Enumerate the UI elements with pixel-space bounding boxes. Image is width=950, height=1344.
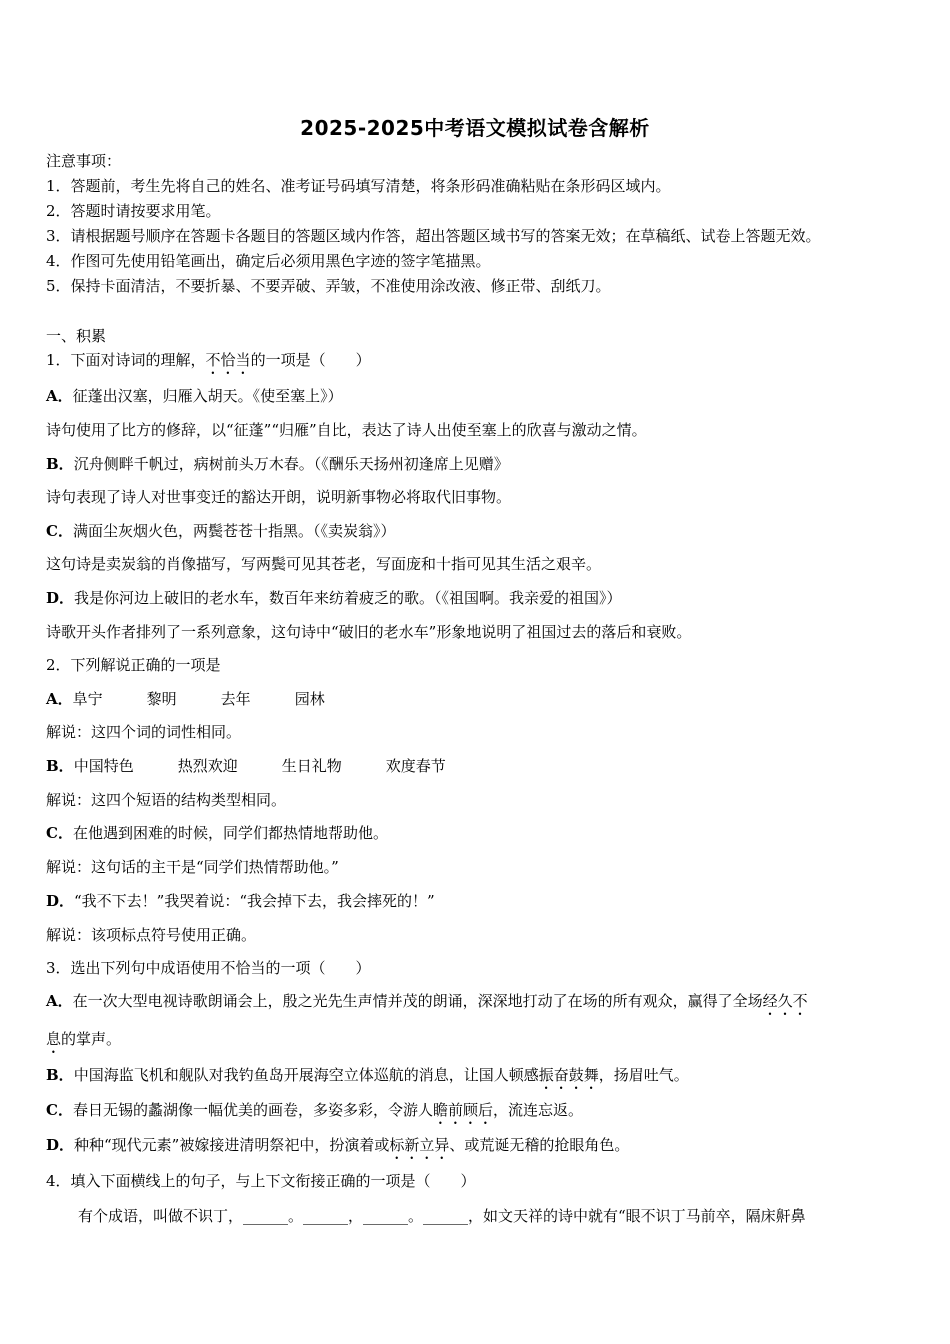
- notice-item: 3．请根据题号顺序在答题卡各题目的答题区域内作答，超出答题区域书写的答案无效；在草稿纸、试卷上答题无效。: [46, 227, 821, 245]
- q3-option-b: B．中国海监飞机和舰队对我钓鱼岛开展海空立体巡航的消息，让国人顿感振奋鼓舞，扬眉吐气。: [46, 1066, 689, 1084]
- q2-option-a-note: 解说：这四个词的词性相同。: [46, 723, 242, 741]
- q2-option-b: B．中国特色 热烈欢迎 生日礼物 欢度春节: [46, 757, 446, 775]
- q1-option-a-note: 诗句使用了比方的修辞，以“征蓬”“归雁”自比，表达了诗人出使至塞上的欣喜与激动之情。: [46, 421, 647, 439]
- question-2-stem: 2．下列解说正确的一项是: [46, 656, 221, 674]
- question-1-stem: 1．下面对诗词的理解，不恰当的一项是（ ）: [46, 351, 371, 369]
- section-heading: 一、积累: [46, 327, 107, 345]
- question-3-stem: 3．选出下列句中成语使用不恰当的一项（ ）: [46, 959, 371, 977]
- q1-option-b-note: 诗句表现了诗人对世事变迁的豁达开朗，说明新事物必将取代旧事物。: [46, 488, 512, 506]
- emphasis-text: 瞻前顾后: [432, 1101, 493, 1119]
- notice-item: 5．保持卡面清洁，不要折暴、不要弄破、弄皱，不准使用涂改液、修正带、刮纸刀。: [46, 277, 611, 295]
- q3-option-d: D．种种“现代元素”被嫁接进清明祭祀中，扮演着或标新立异、或荒诞无稽的抢眼角色。: [46, 1136, 630, 1154]
- emphasis-text: 不恰当: [205, 351, 251, 369]
- notice-item: 4．作图可先使用铅笔画出，确定后必须用黑色字迹的签字笔描黑。: [46, 252, 491, 270]
- q1-option-d-note: 诗歌开头作者排列了一系列意象，这句诗中“破旧的老水车”形象地说明了祖国过去的落后和衰败。: [46, 623, 692, 641]
- q1-option-d: D．我是你河边上破旧的老水车，数百年来纺着疲乏的歌。（《祖国啊。我亲爱的祖国》）: [46, 589, 622, 607]
- q2-option-c-note: 解说：这句话的主干是“同学们热情帮助他。”: [46, 858, 339, 876]
- q3-option-a-cont: 息的掌声。: [46, 1030, 122, 1048]
- q2-option-d-note: 解说：该项标点符号使用正确。: [46, 926, 257, 944]
- q1-option-c-note: 这句诗是卖炭翁的肖像描写，写两鬓可见其苍老，写面庞和十指可见其生活之艰辛。: [46, 555, 602, 573]
- question-4-stem: 4．填入下面横线上的句子，与上下文衔接正确的一项是（ ）: [46, 1172, 476, 1190]
- notice-heading: 注意事项：: [46, 152, 122, 170]
- emphasis-text: 标新立异: [389, 1136, 450, 1154]
- q2-option-c: C．在他遇到困难的时候，同学们都热情地帮助他。: [46, 824, 388, 842]
- q2-option-d: D．“我不下去！”我哭着说：“我会掉下去，我会摔死的！”: [46, 892, 435, 910]
- q3-option-c: C．春日无锡的蠡湖像一幅优美的画卷，多姿多彩，令游人瞻前顾后，流连忘返。: [46, 1101, 583, 1119]
- notice-item: 1．答题前，考生先将自己的姓名、准考证号码填写清楚，将条形码准确粘贴在条形码区域内。: [46, 177, 671, 195]
- q3-option-a: A．在一次大型电视诗歌朗诵会上，殷之光先生声情并茂的朗诵，深深地打动了在场的所有观众，赢得了全场经久不: [46, 992, 808, 1010]
- notice-item: 2．答题时请按要求用笔。: [46, 202, 221, 220]
- emphasis-text: 经久不: [762, 992, 808, 1010]
- q1-option-b: B．沉舟侧畔千帆过，病树前头万木春。（《酬乐天扬州初逢席上见赠》: [46, 455, 509, 473]
- emphasis-text: 振奋鼓舞: [538, 1066, 599, 1084]
- q2-option-b-note: 解说：这四个短语的结构类型相同。: [46, 791, 287, 809]
- q2-option-a: A．阜宁 黎明 去年 园林: [46, 690, 325, 708]
- emphasis-text: 息: [46, 1030, 62, 1048]
- q1-option-a: A．征蓬出汉塞，归雁入胡天。《使至塞上》）: [46, 387, 343, 405]
- q1-option-c: C．满面尘灰烟火色，两鬓苍苍十指黑。（《卖炭翁》）: [46, 522, 396, 540]
- page-title: 2025-2025中考语文模拟试卷含解析: [300, 116, 650, 140]
- q4-passage: 有个成语，叫做不识丁，______。______，______。______，如文天祥的诗中就有“眼不识丁马前卒，隔床鼾鼻: [78, 1207, 806, 1225]
